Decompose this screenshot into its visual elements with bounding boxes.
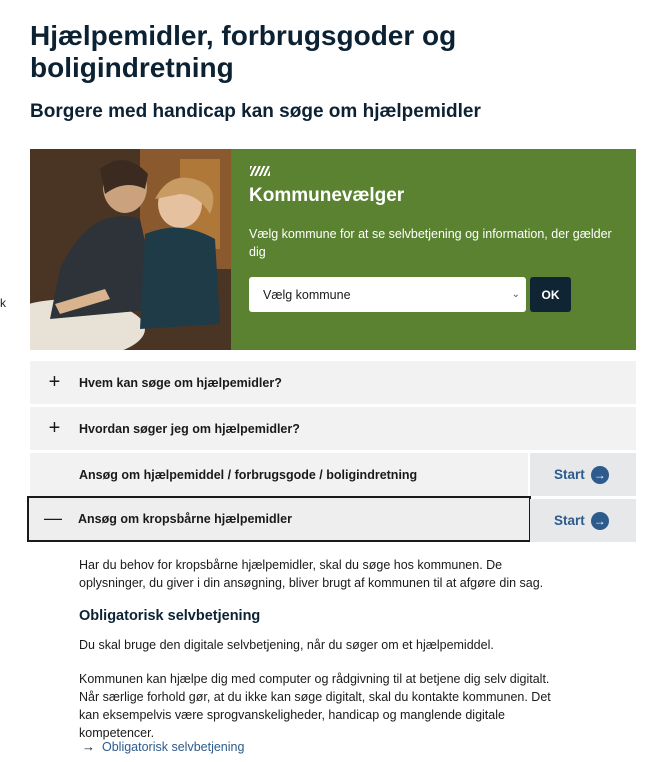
link-label: Obligatorisk selvbetjening xyxy=(102,739,245,754)
start-button-kropsbaarne[interactable] xyxy=(530,499,636,542)
edge-text: k xyxy=(0,296,6,310)
stripes-icon xyxy=(250,166,270,176)
plus-icon: + xyxy=(48,371,61,393)
kommune-select[interactable] xyxy=(249,277,526,312)
accordion-item-hvem-kan-soege[interactable] xyxy=(30,361,636,404)
section-heading: Obligatorisk selvbetjening xyxy=(79,608,261,624)
arrow-right-circle-icon: → xyxy=(591,512,609,530)
kommunevaelger-description: Vælg kommune for at se selvbetjening og information, der gælder dig xyxy=(249,227,612,259)
arrow-right-icon: → xyxy=(82,739,95,754)
application-item-hjaelpemiddel[interactable] xyxy=(30,453,528,496)
page-subtitle: Borgere med handicap kan søge om hjælpemidler xyxy=(30,101,481,122)
kommunevaelger-title: Kommunevælger xyxy=(249,185,405,206)
accordion-item-label: Hvordan søger jeg om hjælpemidler? xyxy=(79,421,300,436)
hero-image-mother-and-child xyxy=(30,149,231,350)
start-button-label: Start xyxy=(554,513,585,528)
obligatorisk-selvbetjening-link[interactable] xyxy=(82,739,244,754)
kommunevaelger-banner xyxy=(30,149,636,350)
paragraph-2: Kommunen kan hjælpe dig med computer og rådgivning til at betjene dig selv digitalt. Når særlige forhold gør, at du ikke kan søge digitalt, skal du kontakte kommunen. Det kan eksempelvis være sprogvanskeligheder, handicap og manglende digitale kompetencer. xyxy=(79,672,551,740)
plus-icon: + xyxy=(48,417,61,439)
arrow-right-circle-icon: → xyxy=(591,466,609,484)
start-button-label: Start xyxy=(554,467,585,482)
application-item-kropsbaarne[interactable] xyxy=(27,496,531,542)
application-item-label: Ansøg om hjælpemiddel / forbrugsgode / boligindretning xyxy=(79,467,418,482)
accordion-item-label: Hvem kan søge om hjælpemidler? xyxy=(79,375,282,390)
kommunevaelger-panel xyxy=(231,149,636,350)
accordion-item-hvordan-soeger[interactable] xyxy=(30,407,636,450)
application-item-label: Ansøg om kropsbårne hjælpemidler xyxy=(78,512,292,526)
intro-text: Har du behov for kropsbårne hjælpemidler, skal du søge hos kommunen. De oplysninger, du giver i din ansøgning, bliver brugt af kommunen til at afgøre din sag. xyxy=(79,558,544,590)
chevron-down-icon: ⌄ xyxy=(511,289,520,300)
minus-icon: — xyxy=(44,508,62,528)
ok-button[interactable]: OK xyxy=(530,277,571,312)
page-title: Hjælpemidler, forbrugsgoder og boligindretning xyxy=(30,20,457,83)
start-button-hjaelpemiddel[interactable] xyxy=(530,453,636,496)
kommune-select-value: Vælg kommune xyxy=(263,287,351,302)
paragraph-1: Du skal bruge den digitale selvbetjening, når du søger om et hjælpemiddel. xyxy=(79,638,494,652)
